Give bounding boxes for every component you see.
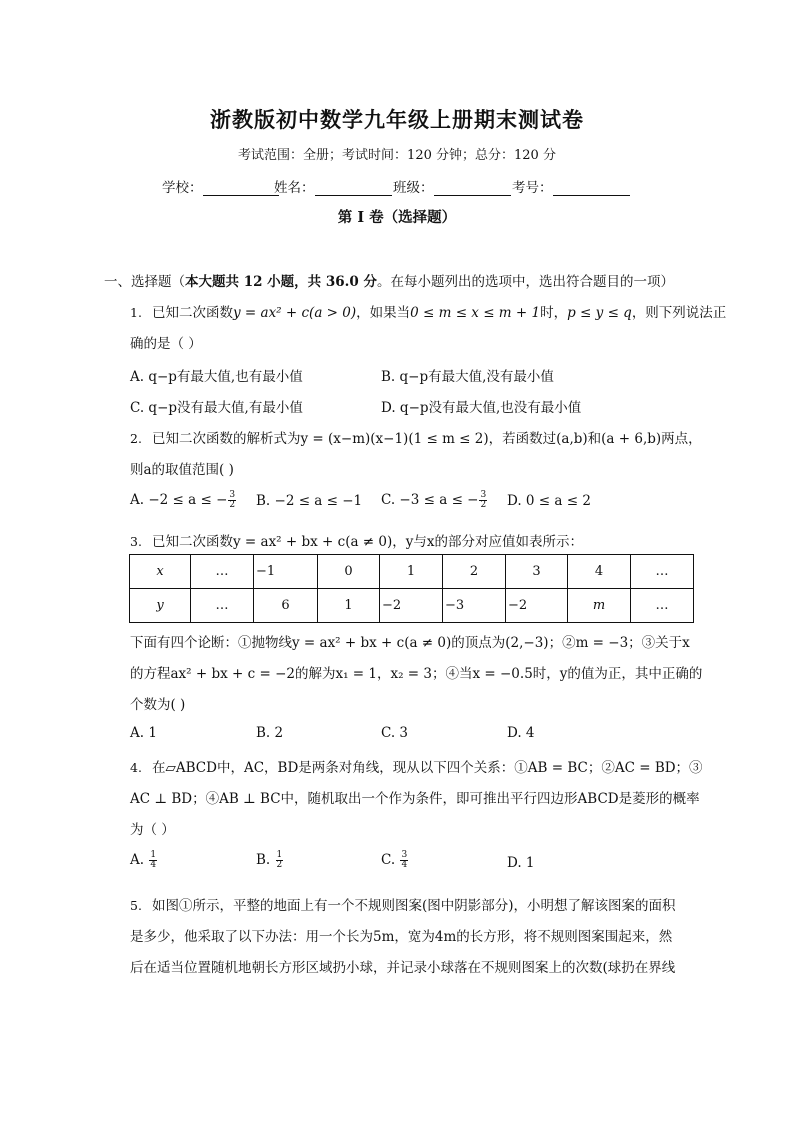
frac-denominator: 2 (229, 500, 236, 510)
table-cell: 1 (318, 589, 380, 623)
table-cell: … (631, 589, 694, 623)
frac-denominator: 4 (150, 860, 157, 870)
section-suffix: 。在每小题列出的选项中，选出符合题目的一项） (376, 274, 674, 290)
table-cell: 2 (443, 555, 506, 589)
section-bold: 本大题共 12 小题，共 36.0 分 (185, 274, 377, 290)
q4-option-b-fraction (276, 851, 284, 870)
q1-stem-a: 已知二次函数 (152, 305, 233, 321)
exam-subtitle: 考试范围：全册；考试时间：120 分钟；总分：120 分 (238, 148, 556, 163)
value-table (129, 554, 694, 623)
q4-option-c-fraction (400, 851, 408, 870)
q1-stem-e: 时， (540, 305, 568, 321)
table-cell: … (191, 589, 254, 623)
frac-denominator: 2 (480, 500, 487, 510)
q5-stem-text: 如图①所示，平整的地面上有一个不规则图案(图中阴影部分)，小明想了解该图案的面积 (152, 898, 676, 914)
table-cell: x (130, 555, 191, 589)
q3-option-c[interactable]: C. 3 (381, 725, 409, 741)
frac-numerator: 3 (401, 850, 408, 860)
info-name-label: 姓名： (274, 180, 315, 196)
q5-stem (130, 894, 676, 914)
q4-line2: AC ⊥ BD；④AB ⊥ BC中，随机取出一个作为条件，即可推出平行四边形ABCD是菱形的概率 (130, 791, 700, 807)
class-blank[interactable] (434, 181, 511, 196)
q5-line3: 后在适当位置随机地朝长方形区域扔小球，并记录小球落在不规则图案上的次数(球扔在界线 (130, 960, 676, 976)
table-cell: 6 (254, 589, 318, 623)
table-cell: y (130, 589, 191, 623)
table-cell: −2 (506, 589, 568, 623)
q2-number: 2. (130, 431, 142, 446)
q1-option-b[interactable]: B. q−p有最大值,没有最小值 (381, 369, 554, 385)
q1-option-c[interactable]: C. q−p没有最大值,有最小值 (130, 400, 303, 416)
table-cell: −3 (443, 589, 506, 623)
q1-stem-g: ，则下列说法正 (631, 305, 727, 321)
q2-option-c[interactable] (381, 491, 488, 510)
q3-number: 3. (130, 534, 142, 549)
q4-line3: 为（ ） (130, 822, 175, 838)
info-name (274, 176, 392, 196)
table-cell: −1 (254, 555, 318, 589)
frac-numerator: 3 (229, 490, 236, 500)
q3-line1: 下面有四个论断：①抛物线y = ax² + bx + c(a ≠ 0)的顶点为(2,−3)；②m = −3；③关于x (130, 635, 690, 651)
frac-numerator: 3 (480, 490, 487, 500)
exam-title: 浙教版初中数学九年级上册期末测试卷 (210, 107, 584, 132)
q2-line2: 则a的取值范围( ) (130, 462, 234, 478)
q4-option-a-fraction (149, 851, 157, 870)
part-heading: 第 I 卷（选择题） (337, 209, 457, 226)
table-cell: m (568, 589, 631, 623)
q1-stem-b: y = ax² + c(a > 0) (233, 305, 357, 321)
section-heading (104, 270, 674, 290)
frac-numerator: 1 (150, 850, 157, 860)
q3-stem-text: 已知二次函数y = ax² + bx + c(a ≠ 0)，y与x的部分对应值如表所示： (152, 534, 584, 550)
table-row-y (130, 589, 694, 623)
q3-stem (130, 530, 583, 550)
q4-option-c[interactable] (381, 851, 409, 870)
q4-option-b[interactable] (256, 851, 284, 870)
q1-number: 1. (130, 305, 142, 320)
number-blank[interactable] (553, 181, 630, 196)
info-class (393, 176, 511, 196)
q1-stem-d: 0 ≤ m ≤ x ≤ m + 1 (410, 305, 541, 321)
table-cell: 3 (506, 555, 568, 589)
q2-option-a-text: A. −2 ≤ a ≤ − (130, 492, 228, 508)
q3-option-d[interactable]: D. 4 (507, 725, 535, 741)
q2-option-a[interactable] (130, 491, 237, 510)
q1-stem-f: p ≤ y ≤ q (567, 305, 632, 321)
q1-option-d[interactable]: D. q−p没有最大值,也没有最小值 (381, 400, 582, 416)
name-blank[interactable] (315, 181, 392, 196)
q4-option-a-label: A. (130, 852, 145, 868)
q4-number: 4. (130, 760, 142, 775)
info-number-label: 考号： (512, 180, 553, 196)
q3-line3: 个数为( ) (130, 697, 186, 713)
q4-option-b-label: B. (256, 852, 271, 868)
q2-option-c-fraction (479, 491, 487, 510)
q3-option-b[interactable]: B. 2 (256, 725, 284, 741)
q5-number: 5. (130, 898, 142, 913)
q3-option-a[interactable]: A. 1 (130, 725, 157, 741)
q2-option-d[interactable]: D. 0 ≤ a ≤ 2 (507, 493, 591, 509)
table-cell: … (631, 555, 694, 589)
info-school-label: 学校： (162, 180, 203, 196)
q1-stem (130, 301, 726, 321)
table-cell: −2 (380, 589, 443, 623)
q2-option-b[interactable]: B. −2 ≤ a ≤ −1 (256, 493, 363, 509)
q4-stem (130, 756, 703, 776)
q3-line2: 的方程ax² + bx + c = −2的解为x₁ = 1，x₂ = 3；④当x = −0.5时，y的值为正，其中正确的 (130, 666, 703, 682)
q4-option-d[interactable]: D. 1 (507, 855, 535, 871)
info-class-label: 班级： (393, 180, 434, 196)
q2-option-a-fraction (228, 491, 236, 510)
info-number (512, 176, 630, 196)
table-cell: … (191, 555, 254, 589)
q2-option-c-text: C. −3 ≤ a ≤ − (381, 492, 479, 508)
table-row-x (130, 555, 694, 589)
q2-stem (130, 427, 702, 447)
frac-numerator: 1 (276, 850, 283, 860)
section-prefix: 一、选择题（ (104, 274, 185, 290)
frac-denominator: 2 (276, 860, 283, 870)
table-cell: 1 (380, 555, 443, 589)
table-cell: 0 (318, 555, 380, 589)
q1-line2: 确的是（ ） (130, 336, 202, 352)
frac-denominator: 4 (401, 860, 408, 870)
table-cell: 4 (568, 555, 631, 589)
q5-line2: 是多少，他采取了以下办法：用一个长为5m，宽为4m的长方形，将不规则图案围起来，然 (130, 929, 673, 945)
q1-option-a[interactable]: A. q−p有最大值,也有最小值 (130, 369, 303, 385)
q4-option-c-label: C. (381, 852, 396, 868)
q2-stem-text: 已知二次函数的解析式为y = (x−m)(x−1)(1 ≤ m ≤ 2)，若函数过(a,b)和(a + 6,b)两点， (152, 431, 702, 447)
school-blank[interactable] (203, 181, 279, 196)
q1-stem-c: ，如果当 (356, 305, 411, 321)
q4-option-a[interactable] (130, 851, 158, 870)
info-school (162, 176, 279, 196)
q4-stem-text: 在▱ABCD中，AC，BD是两条对角线，现从以下四个关系：①AB = BC；②AC = BD；③ (152, 760, 703, 776)
